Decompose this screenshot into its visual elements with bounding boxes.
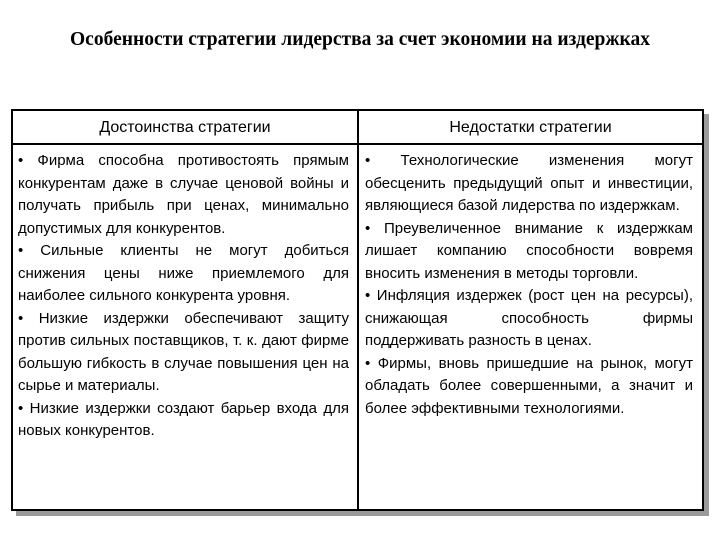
advantages-column <box>13 145 359 509</box>
disadvantage-item: • Инфляция издержек (рост цен на ресурсы), снижающая способность фирмы поддерживать разность в ценах. <box>365 287 693 349</box>
disadvantage-item: • Фирмы, вновь пришедшие на рынок, могут обладать более совершенными, а значит и более эффективными технологиями. <box>365 354 693 417</box>
header-advantages: Достоинства стратегии <box>13 111 359 145</box>
advantage-item: • Низкие издержки создают барьер входа для новых конкурентов. <box>18 399 349 439</box>
disadvantage-item: • Технологические изменения могут обесценить предыдущий опыт и инвестиции, являющиеся базой лидерства по издержкам. <box>365 152 693 214</box>
disadvantage-item: • Преувеличенное внимание к издержкам лишает компанию способности вовремя вносить изменения в методы торговли. <box>365 219 693 282</box>
advantage-item: • Фирма способна противостоять прямым конкурентам даже в случае ценовой войны и получать прибыль при ценах, минимально допустимых для конкурентов. <box>18 152 349 237</box>
disadvantages-column <box>359 145 702 509</box>
advantage-item: • Сильные клиенты не могут добиться снижения цены ниже приемлемого для наиболее сильного конкурента уровня. <box>18 242 349 304</box>
header-disadvantages: Недостатки стратегии <box>359 111 702 145</box>
page-title: Особенности стратегии лидерства за счет экономии на издержках <box>70 29 650 50</box>
advantage-item: • Низкие издержки обеспечивают защиту против сильных поставщиков, т. к. дают фирме большую гибкость в случае повышения цен на сырье и материалы. <box>18 309 349 394</box>
comparison-table <box>11 109 704 511</box>
